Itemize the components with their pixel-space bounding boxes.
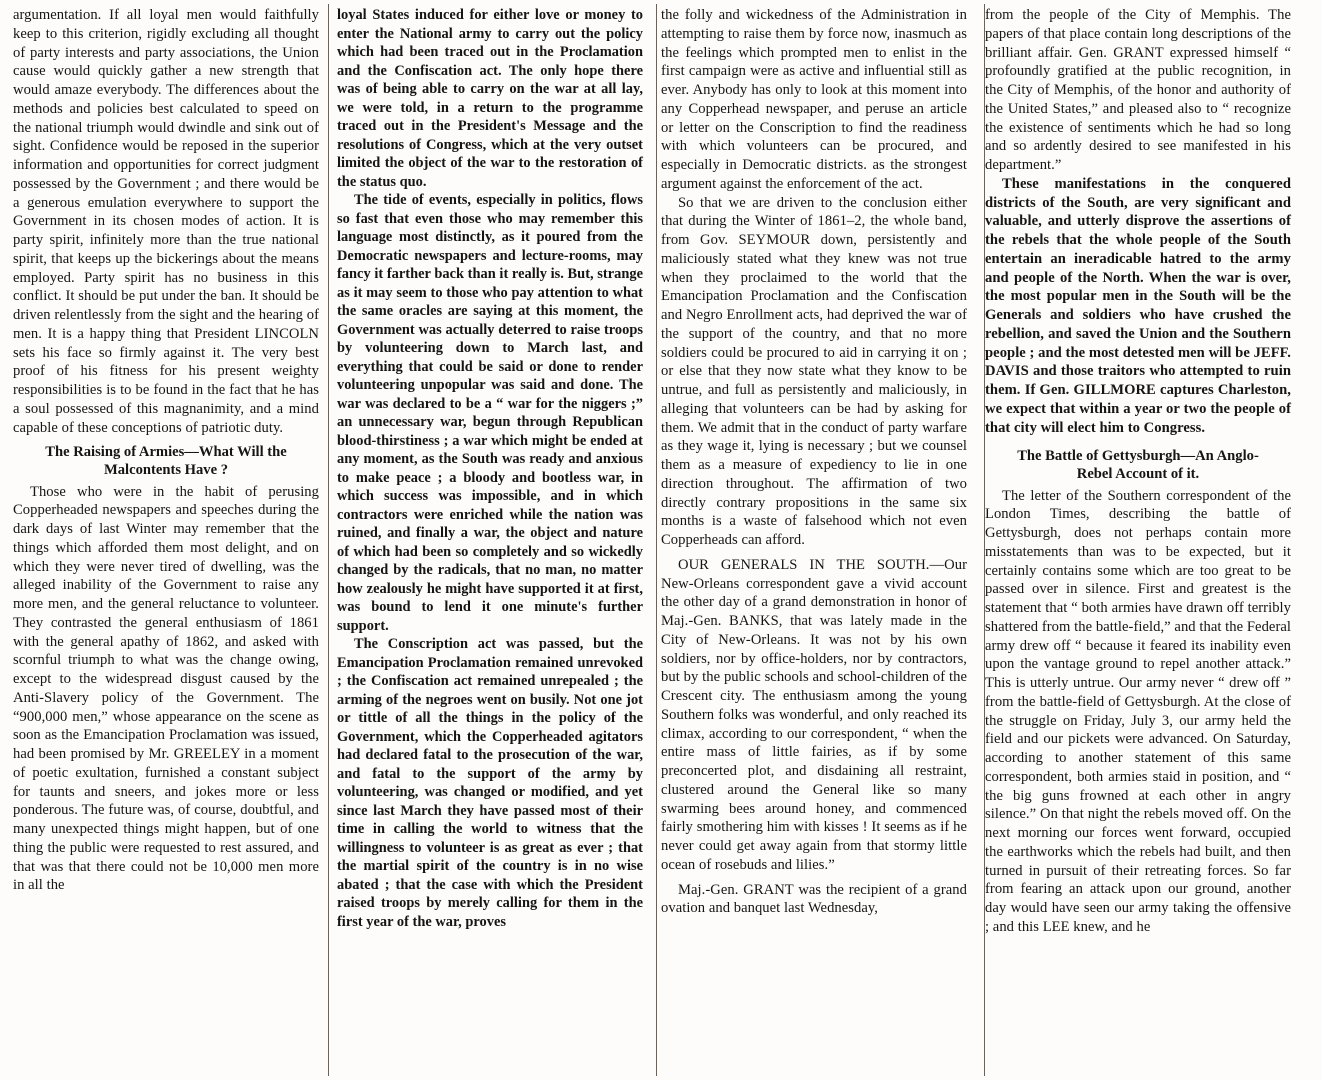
section-headline bbox=[13, 443, 319, 479]
paragraph-with-lead bbox=[661, 556, 967, 875]
section-headline bbox=[985, 447, 1291, 483]
paragraph: Maj.-Gen. GRANT was the recipient of a grand ovation and banquet last Wednesday, bbox=[661, 881, 967, 917]
headline-line-2: Malcontents Have ? bbox=[103, 462, 229, 479]
paragraph: So that we are driven to the conclusion either that during the Winter of 1861–2, the whole band, from Gov. SEYMOUR down, persistently and maliciously stated what they knew was not true when they proclaimed to the world that the Emancipation Proclamation and the Confiscation and Negro Enrollment acts, had deprived the war of the support of the country, and that no more soldiers could be procured to aid in carrying it on ; or else that they now state what they know to be untrue, and full as persistently and maliciously, in alleging that volunteers can be had by asking for them. We admit that in the conduct of party warfare as they wage it, lying is necessary ; but we counsel them as a measure of expediency to lie in one direction throughout. The affirmation of two directly contrary propositions in the same six months is a waste of falsehood which not even Copperheads can afford. bbox=[661, 194, 967, 548]
paragraph: argumentation. If all loyal men would faithfully keep to this criterion, rigidly excluding all thought of party interests and party associations, the Union cause would quickly gather a new strength that would amaze everybody. The differences about the methods and policies best calculated to speed on the national triumph would dwindle and sink out of sight. Confidence would be reposed in the superior information and opportunities for correct judgment possessed by the Government ; and there would be a generous emulation everywhere to support the Government in its chosen modes of action. It is party spirit, infinitely more than the true national spirit, that keeps up the bickerings about the means employed. Party spirit has no business in this conflict. It should be put under the ban. It should be driven relentlessly from the sight and the hearing of men. It is a happy thing that President LINCOLN sets his face so firmly against it. The very best proof of his fitness for his present weighty responsibilities is to be found in the fact that he has a soul possessed of this magnanimity, and a mind capable of these conceptions of patriotic duty. bbox=[13, 7, 319, 436]
paragraph: The letter of the Southern correspondent of the London Times, describing the battle of Gettysburgh, does not perhaps contain more misstatements than was to be expected, but it certainly contains some which are too great to be passed over in silence. First and greatest is the statement that “ both armies have drawn off terribly shattered from the battle-field,” and that the Federal army drew off “ because it feared its inability even upon the vantage ground to repel another attack.” This is utterly untrue. Our army never “ drew off ” from the battle-field of Gettysburgh. At the close of the struggle on Friday, July 3, our army held the field and our pickets were advanced. On Saturday, according to another statement of this same correspondent, both armies staid in position, and “ the big guns frowned at each other in angry silence.” On that night the rebels moved off. On the next morning our forces went forward, occupied the earthworks which the rebels had built, and then turned in pursuit of their retreating forces. So far from fearing an attack upon our ground, another day would have seen our army taking the offensive ; and this LEE knew, and he bbox=[985, 487, 1291, 935]
item-lead-in: OUR GENERALS IN THE SOUTH. bbox=[678, 556, 930, 573]
text-column-2 bbox=[328, 6, 652, 1080]
paragraph: The Conscription act was passed, but the Emancipation Proclamation remained unrevoked ; the Confiscation act remained unrepealed ; the arming of the negroes went on busily. Not one jot or tittle of all the things in the policy of the Government, which the Copperheaded agitators had declared fatal to the prosecution of the war, and fatal to the support of the army by volunteering, was changed or modified, and yet since last March they have passed most of their time in calling the world to witness that the willingness to volunteer is as great as ever ; that the martial spirit of the country is in no wise abated ; that the case with which the President raised troops by merely calling for them in the first year of the war, proves bbox=[337, 636, 643, 930]
text-column-4 bbox=[976, 6, 1300, 1080]
paragraph: These manifestations in the conquered districts of the South, are very significant and valuable, and utterly disprove the assertions of the rebels that the whole people of the South entertain an ineradicable hatred to the army and people of the North. When the war is over, the most popular men in the South will be the Generals and soldiers who have crushed the rebellion, and saved the Union and the Southern people ; and the most detested men will be JEFF. DAVIS and those traitors who attempted to ruin them. If Gen. GILLMORE captures Charleston, we expect that within a year or two the people of that city will elect him to Congress. bbox=[985, 175, 1291, 436]
headline-line-1: The Raising of Armies—What Will the bbox=[45, 444, 287, 461]
text-column-1 bbox=[4, 6, 328, 1080]
headline-line-1: The Battle of Gettysburgh—An Anglo- bbox=[1017, 448, 1259, 465]
paragraph: the folly and wickedness of the Administration in attempting to raise them by force now, inasmuch as the feelings which prompted men to enlist in the first campaign were as active and influential still as ever. Anybody has only to look at this moment into any Copperhead newspaper, and peruse an article or letter on the Conscription to find the readiness with which volunteers can be procured, and especially in Democratic districts. as the strongest argument against the enforcement of the act. bbox=[661, 7, 967, 192]
paragraph: Those who were in the habit of perusing Copperheaded newspapers and speeches during the dark days of last Winter may remember that the things which afforded them most delight, and on which they were never tired of dwelling, was the alleged inability of the Government to raise any more men, and the general reluctance to volunteer. They contrasted the general enthusiasm of 1861 with the general apathy of 1862, and asked with scornful triumph to what was the change owing, except to the widespread disgust caused by the Anti-Slavery policy of the Government. The “900,000 men,” whose appearance on the scene as soon as the Emancipation Proclamation was issued, had been promised by Mr. GREELEY in a moment of poetic exultation, furnished a constant subject for taunts and sneers, and jokes more or less ponderous. The future was, of course, doubtful, and many unexpected things might happen, but of one thing the public were requested to rest assured, and that was that there could not be 10,000 men more in all the bbox=[13, 483, 319, 894]
paragraph: from the people of the City of Memphis. The papers of that place contain long descriptions of the brilliant affair. Gen. GRANT expressed himself “ profoundly gratified at the public recognition, in the City of Memphis, of the honor and authority of the United States,” and pleased also to “ recognize the existence of sentiments which he had so long and so ardently desired to see manifested in his department.” bbox=[985, 7, 1291, 173]
item-body: —Our New-Orleans correspondent gave a vivid account the other day of a grand demonstration in honor of Maj.-Gen. BANKS, that was lately made in the City of New-Orleans. It was not by his own soldiers, nor by office-holders, nor by contractors, but by the public schools and school-children of the Crescent city. The enthusiasm among the young Southern folks was wonderful, and only reached its climax, according to our correspondent, “ when the entire mass of little fairies, as if by some preconcerted plot, and disdaining all restraint, clustered around the General like so many swarming bees around honey, and commenced fairly smothering him with kisses ! It seems as if he never could get away again from that stormy little ocean of rosebuds and lilies.” bbox=[661, 556, 967, 873]
headline-line-2: Rebel Account of it. bbox=[1076, 466, 1200, 483]
paragraph: loyal States induced for either love or money to enter the National army to carry out the policy which had been traced out in the Proclamation and the Confiscation act. The only hope there was of being able to carry on the war at all lay, we were told, in a return to the programme traced out in the President's Message and the resolutions of Congress, which at the very outset limited the object of the war to the restoration of the status quo. bbox=[337, 7, 643, 190]
paragraph: The tide of events, especially in politics, flows so fast that even those who may remember this language most distinctly, as it poured from the Democratic newspapers and lecture-rooms, may fancy it farther back than it really is. But, strange as it may seem to those who pay attention to what the same oracles are saying at this moment, the Government was actually deterred to raise troops by volunteering down to March last, and everything that could be said or done to render volunteering unpopular was said and done. The war was declared to be a “ war for the niggers ;” an unnecessary war, begun through Republican blood-thirstiness ; a war which might be ended at any moment, as the South was ready and anxious to make peace ; a bloody and bootless war, in which success was impossible, and in which contractors were enriched while the nation was ruined, and finally a war, the object and nature of which had been so completely and so wickedly changed by the radicals, that no man, no matter how zealously he might have supported it at first, was bound to lend it one minute's further support. bbox=[337, 192, 643, 634]
text-column-3 bbox=[652, 6, 976, 1080]
